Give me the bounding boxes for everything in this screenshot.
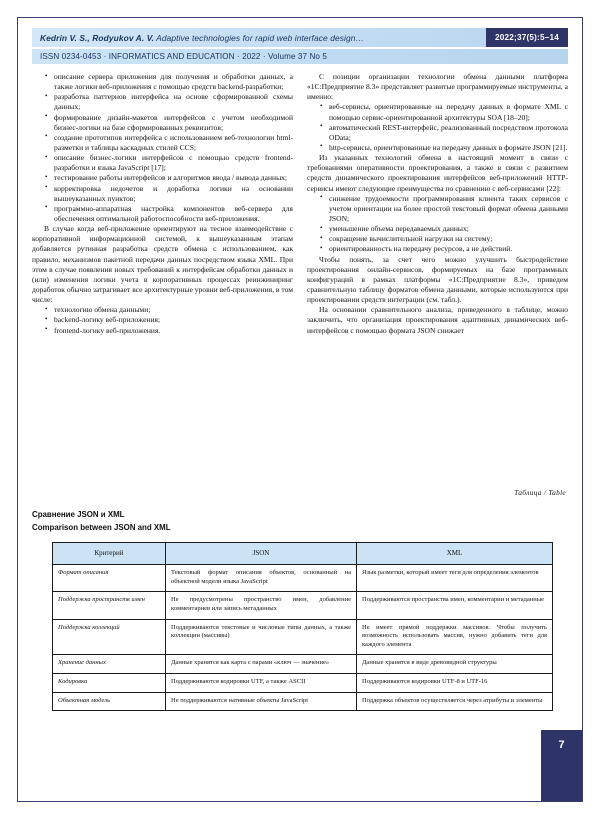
table-row	[53, 592, 553, 619]
list-item: • корректировка недочетов и доработка логики на основании вышеуказанных пунктов;	[46, 184, 293, 204]
list-item: • формирование дизайн-макетов интерфейсов с учетом необходимой бизнес-логики на базе сформированных реквизитов;	[46, 113, 293, 133]
cell-criterion: Хранение данных	[53, 655, 166, 674]
list-item: • автоматический REST-интерфейс, реализованный посредством протокола OData;	[321, 123, 568, 143]
cell-json: Текстовый формат описания объектов, основанный на объектной модели языка JavaScript	[166, 565, 357, 592]
running-head-title: Adaptive technologies for rapid web interface design…	[156, 32, 364, 43]
cell-criterion: Объектная модель	[53, 692, 166, 711]
cell-json: Не предусмотрены пространство имен, добавление комментариев или запись метаданных	[166, 592, 357, 619]
list-item: • http-сервисы, ориентированные на передачу данных в формате JSON [21].	[321, 143, 568, 153]
right-column	[307, 72, 568, 336]
list-item: • описание бизнес-логики интерфейсов с помощью средств frontend-разработки и языка JavaScript [17];	[46, 153, 293, 173]
list-item: • веб-сервисы, ориентированные на передачу данных в формате XML с помощью сервис-ориентированной архитектуры SOA [18–20];	[321, 102, 568, 122]
running-head-citation	[32, 33, 486, 43]
list-item: • снижение трудоемкости программирования клиента таких сервисов с учетом ориентации на более простой текстовый формат обмена данными JSON;	[321, 194, 568, 224]
running-head-authors: Kedrin V. S., Rodyukov A. V.	[40, 32, 155, 43]
list-item: • описание сервера приложения для получения и обработки данных, а также логики веб-приложения с помощью средств backend-разработки;	[46, 72, 293, 92]
list-item: • backend-логику веб-приложения;	[46, 315, 293, 325]
right-list-2	[307, 194, 568, 255]
list-item: • уменьшение объема передаваемых данных;	[321, 224, 568, 234]
list-item: • ориентированность на передачу ресурсов, а не действий.	[321, 244, 568, 254]
list-item: • сокращение вычислительной нагрузки на систему;	[321, 234, 568, 244]
cell-xml: Поддерживаются пространства имен, комментарии и метаданные	[357, 592, 553, 619]
list-item: • создание прототипов интерфейса с использованием веб-технологии html-разметки и таблицы каскадных стилей CCS;	[46, 133, 293, 153]
table-row	[53, 565, 553, 592]
body-columns	[32, 72, 568, 336]
table-title-ru: Сравнение JSON и XML	[32, 510, 125, 519]
cell-xml: Поддерживаются кодировки UTF-8 и UTF-16	[357, 674, 553, 693]
running-head	[32, 28, 568, 47]
left-list-1	[32, 72, 293, 224]
table-block	[32, 488, 568, 711]
cell-xml: Поддержка объектов осуществляется через атрибуты и элементы	[357, 692, 553, 711]
cell-criterion: Поддержка коллекций	[53, 619, 166, 655]
list-item: • технологию обмена данными;	[46, 305, 293, 315]
cell-criterion: Поддержка пространств имен	[53, 592, 166, 619]
table-row	[53, 692, 553, 711]
cell-json: Поддерживаются кодировки UTF, а также ASCII	[166, 674, 357, 693]
left-list-2	[32, 305, 293, 335]
page-number-badge: 7	[541, 730, 582, 801]
right-list-1	[307, 102, 568, 153]
issn-line: ISSN 0234-0453 · INFORMATICS AND EDUCATION · 2022 · Volume 37 No 5	[40, 52, 327, 61]
comparison-table	[52, 542, 553, 711]
right-paragraph-3: Чтобы понять, за счет чего можно улучшить быстродействие проектирования онлайн-сервисов, формируемых на базе программных конфигураций в рамках платформы «1С:Предприятие 8.3», приведем сравнительную таблицу форматов обмена данными, которые используются при проектировании средств интеграции (см. табл.).	[307, 254, 568, 305]
cell-xml: Не имеет прямой поддержки массивов. Чтобы получить возможность использовать массив, нужно добавить теги для каждого элемента	[357, 619, 553, 655]
table-title-en: Comparison between JSON and XML	[32, 523, 171, 532]
running-head-issue: 2022;37(5):5–14	[486, 28, 568, 47]
table-row	[53, 619, 553, 655]
right-paragraph-4: На основании сравнительного анализа, приведенного в таблице, можно заключить, что организация проектирования адаптивных динамических веб-интерфейсов с помощью формата JSON снижает	[307, 305, 568, 335]
table-header-row	[53, 543, 553, 565]
list-item: • тестирование работы интерфейсов и алгоритмов ввода / вывода данных;	[46, 173, 293, 183]
cell-criterion: Кодировка	[53, 674, 166, 693]
cell-criterion: Формат описания	[53, 565, 166, 592]
table-header-cell-xml: XML	[357, 543, 553, 565]
cell-xml: Данные хранятся в виде древовидной структуры	[357, 655, 553, 674]
cell-json: Не поддерживаются нативные объекты JavaScript	[166, 692, 357, 711]
list-item: • frontend-логику веб-приложения.	[46, 326, 293, 336]
list-item: • программно-аппаратная настройка компонентов веб-сервера для обеспечения оптимальной работоспособности веб-приложения.	[46, 204, 293, 224]
right-paragraph-1: С позиции организации технологии обмена данными платформа «1С:Предприятие 8.3» представляет развитые программируемые инструменты, а именно:	[307, 72, 568, 102]
left-column	[32, 72, 293, 336]
table-row	[53, 655, 553, 674]
left-paragraph-1: В случае когда веб-приложение ориентируют на тесное взаимодействие с корпоративной информационной системой, к вышеуказанным этапам добавляется рутинная разработка средств обмена с использованием, как правило, механизмов пакетной передачи данных посредством языка XML. При этом в случае появления новых требований к интерфейсам обработки данных и (или) изменения логики учета в корпоративных процессах реинжиниринг доработок обычно затрагивает все архитектурные уровни веб-приложения, в том числе:	[32, 224, 293, 305]
cell-json: Данные хранятся как карта с парами «ключ — значение»	[166, 655, 357, 674]
list-item: • разработка паттернов интерфейса на основе сформированной схемы данных;	[46, 92, 293, 112]
table-label: Таблица / Table	[514, 488, 566, 497]
right-paragraph-2: Из указанных технологий обмена в настоящий момент в связи с требованиями оперативности проектирования, а также в связи с развитием средств динамического проектирования интерфейсов веб-приложений HTTP-сервисы имеют следующие преимущества по сравнению с веб-сервисами [22]:	[307, 153, 568, 193]
cell-json: Поддерживаются текстовые и числовые типы данных, а также коллекции (массивы)	[166, 619, 357, 655]
issn-bar	[32, 49, 568, 64]
table-header-cell-criterion: Критерий	[53, 543, 166, 565]
table-body	[53, 565, 553, 711]
table-row	[53, 674, 553, 693]
cell-xml: Язык разметки, который имеет теги для определения элементов	[357, 565, 553, 592]
table-header-cell-json: JSON	[166, 543, 357, 565]
table-head	[53, 543, 553, 565]
